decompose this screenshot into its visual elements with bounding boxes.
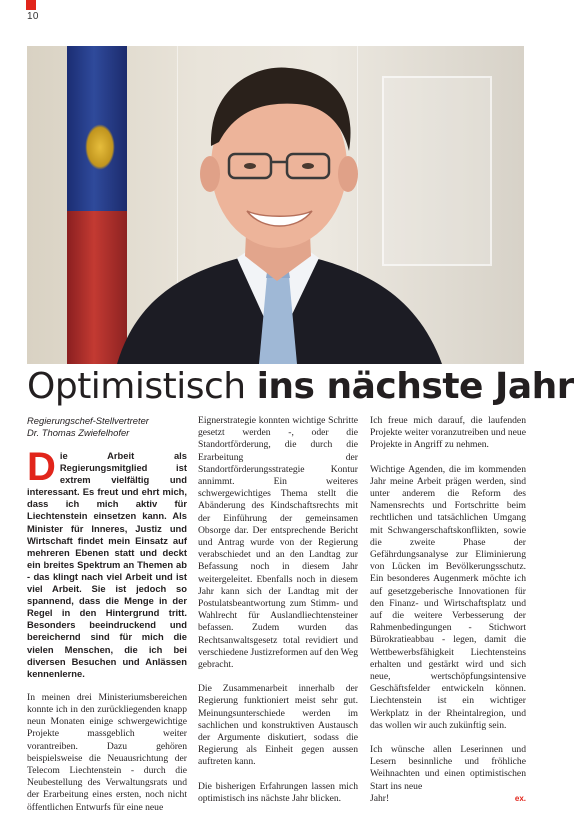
body-paragraph: Eignerstrategie konnten wichtige Schritte gesetzt werden -, oder die Standortförderung, die durch die Erarbeitung der Standortförderungsstrategie Kontur annimmt. Ein weiteres schwergewichtiges Thema stellt die Abänderung des Kindschaftsrechts mit der Einführung der gemeinsamen Obsorge dar. Der entsprechende Bericht und Antrag wurde von der Regierung verabschiedet und an den Landtag zur Befassung noch in diesem Jahr weitergeleitet. Ebenfalls noch in diesem Jahr kann sich der Landtag mit der Postulatsbeantwortung zum Stimm- und Wahlrecht für Auslandliechtensteiner befassen. Zudem wurden das Rechtsanwaltsgesetz total revidiert und verschiedene Justizreformen auf den Weg gebracht. [198,415,358,671]
column-3 [370,415,526,805]
drop-cap: D [27,445,56,489]
lead-text: ie Arbeit als Regierungsmitglied ist extrem vielfältig und interessant. Es freut und ehrt mich, dass ich mich aktiv für Liechtenstein einsetzen kann. Als Minister für Inneres, Justiz und Wirtschaft findet mein Einsatz auf mehreren Ebenen statt und deckt ein breites Spektrum an Themen ab - das klingt nach viel Arbeit und ist viel Arbeit. Sie ist jedoch so spannend, dass die Menge in der Regel in den Hintergrund tritt. Besonders beeindruckend und bereichernd sind für mich die vielen Menschen, die ich bei diversen Besuchen und Anlässen kennenlerne. [27,450,187,679]
closing-paragraph [370,744,526,793]
headline-bold: ins nächste Jahr [256,366,574,407]
signoff-mark: ex. [514,793,526,803]
body-paragraph: Ich freue mich darauf, die laufenden Projekte weiter voranzutreiben und neue Projekte in Angriff zu nehmen. [370,415,526,451]
person-illustration [97,46,457,364]
column-2 [198,415,358,817]
body-paragraph: Die Zusammenarbeit innerhalb der Regierung funktioniert meist sehr gut. Meinungsunterschiede werden im sachlichen und konstruktiven Austausch der Argumente diskutiert, sodass die Regierung als Einheit gegen aussen auftreten kann. [198,683,358,768]
author-name: Dr. Thomas Zwiefelhofer [27,426,130,438]
body-paragraph: In meinen drei Ministeriumsbereichen konnte ich in den zurückliegenden knapp neun Monaten einige schwergewichtige Projekte massgeblich weiter vorantreiben. Dazu gehören beispielsweise die Neuausrichtung der Telecom Liechtenstein - durch die Neubestellung des Verwaltungsrats und der Erarbeitung eines ersten, noch nicht öffentlichen Entwurfs für eine neue [27,691,187,813]
headline [27,364,574,410]
headline-light: Optimistisch [27,366,246,407]
body-paragraph: Wichtige Agenden, die im kommenden Jahr meine Arbeit prägen werden, sind unter anderem die Reform des Namensrechts und Fortschritte beim rechtlichen und tatsächlichen Umgang mit Schwangerschaftskonflikten, sowie die zweite Phase der Gefährdungsanalyse zur Eliminierung von Lücken im Bevölkerungsschutz. Ein besonderes Augenmerk möchte ich auf gesetzgeberische Innovationen für den Finanz- und Wirtschaftsplatz und auf die weitere Verbesserung der Rahmenbedingungen - Stichwort Bürokratieabbau - legen, damit die Wettbewerbsfähigkeit Liechtensteins erhalten und gestärkt wird und sich neue, wertschöpfungsintensive Geschäftsfelder entwickeln können. Liechtenstein ist ein wichtiger Werkplatz in der Rheintalregion, und das wollen wir auch zukünftig sein. [370,463,526,731]
lead-paragraph [27,445,187,680]
closing-text: Ich wünsche allen Leserinnen und Lesern besinnliche und fröhliche Weihnachten und einen optimistischen Start ins neue [370,744,526,792]
author-block [27,415,187,438]
body-paragraph: Die bisherigen Erfahrungen lassen mich optimistisch ins nächste Jahr blicken. [198,780,358,804]
page-number: 10 [27,11,39,22]
closing-last-word: Jahr! [370,792,390,804]
page-marker [26,0,36,10]
column-1 [27,415,187,826]
closing-last-line [370,793,526,805]
portrait-photo [27,46,524,364]
author-role: Regierungschef-Stellvertreter [27,415,149,426]
